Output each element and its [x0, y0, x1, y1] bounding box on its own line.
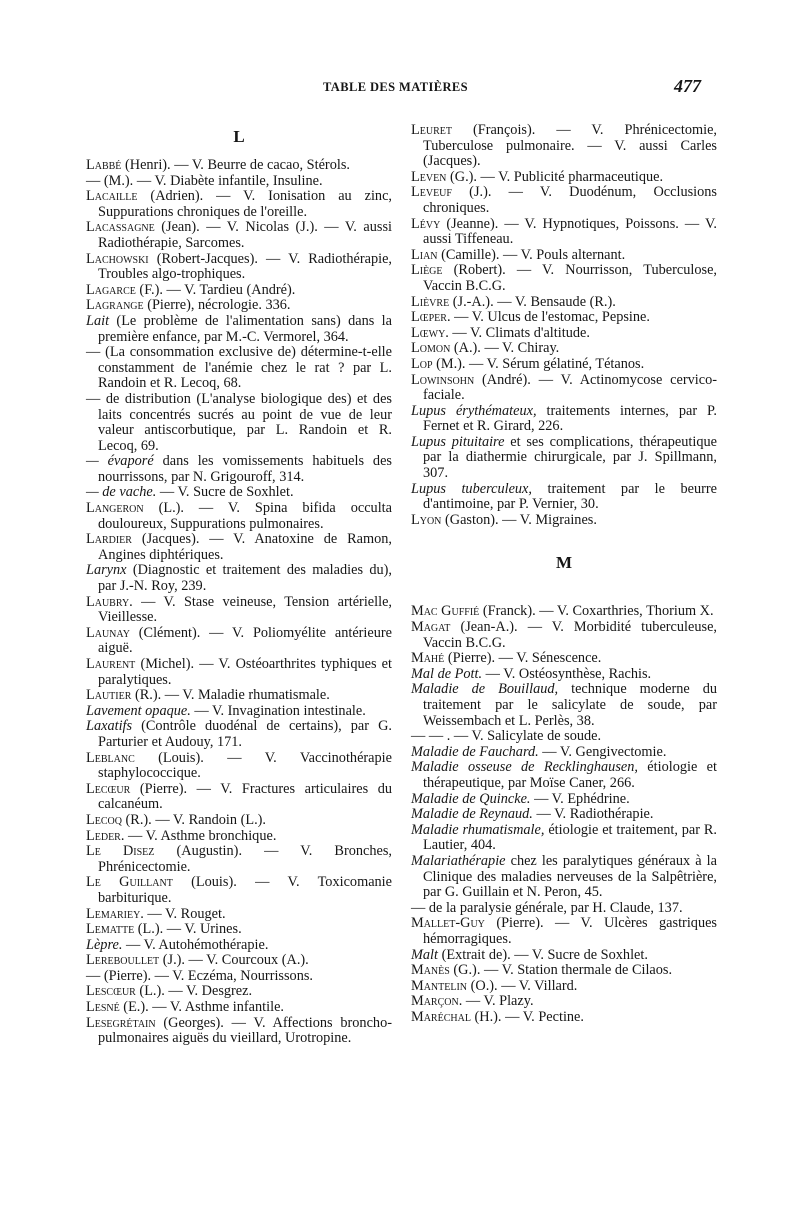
- subject-heading: Malt: [411, 946, 439, 963]
- entry-text: chez les paralytiques généraux à la Clinique des maladies nerveuses de la Salpêtrière, par G. Guillain et N. Peron, 45.: [423, 852, 721, 901]
- subject-heading: — évaporé: [86, 453, 154, 470]
- author-name: Lescœur: [86, 983, 136, 1000]
- running-title: TABLE DES MATIÈRES: [323, 80, 468, 94]
- entry-text: étiologie et traitement, par R. Lautier, 404.: [423, 821, 721, 854]
- entry-text: — (M.). — V. Diabète infantile, Insuline.: [86, 172, 323, 189]
- entry-text: — V. Radiothérapie.: [532, 806, 654, 823]
- entry-text: (A.). — V. Chiray.: [450, 340, 560, 357]
- entry-text: (Gaston). — V. Migraines.: [441, 511, 597, 528]
- entry-text: (F.). — V. Tardieu (André).: [135, 281, 296, 298]
- index-l-continued: [411, 122, 721, 528]
- author-name: Lemariey.: [86, 905, 144, 922]
- index-entry: [411, 215, 721, 248]
- index-entry: [86, 718, 396, 750]
- index-column-right: [411, 122, 721, 1025]
- author-name: Lacassagne: [86, 219, 155, 236]
- subject-heading: Lupus pituitaire: [411, 433, 505, 450]
- index-entry: [86, 158, 392, 174]
- entry-text: et ses complications, thérapeutique par la diathermie chirurgicale, par J. Spillmann, 307.: [423, 433, 721, 482]
- index-entry: [411, 745, 717, 761]
- index-entry: [411, 480, 721, 513]
- entry-text: (E.). — V. Asthme infantile.: [119, 999, 285, 1016]
- index-entry: [411, 963, 717, 979]
- entry-text: — V. Stase veineuse, Tension artérielle, Vieillesse.: [98, 593, 396, 626]
- index-entry: [86, 688, 392, 704]
- index-entry: [411, 651, 717, 667]
- index-m-entries: [411, 603, 721, 1025]
- entry-text: (Louis). — V. Vaccinothérapie staphylococcique.: [98, 749, 396, 782]
- author-name: Mallet-Guy: [411, 915, 485, 932]
- author-name: Mantelin: [411, 977, 468, 994]
- entry-text: (Jean). — V. Nicolas (J.). — V. aussi Radiothérapie, Sarcomes.: [98, 219, 396, 251]
- entry-text: — V. Sucre de Soxhlet.: [156, 484, 294, 501]
- index-entry: [411, 262, 721, 294]
- entry-text: — (La consommation exclusive de) détermine-t-elle constamment de l'anémie chez le rat ? par L. Randoin et R. Lecoq, 68.: [86, 344, 396, 392]
- entry-text: (Augustin). — V. Bronches, Phrénicectomie.: [98, 843, 396, 875]
- index-entry: [411, 373, 717, 404]
- index-entry: [411, 979, 717, 995]
- index-entry: [86, 531, 395, 563]
- subject-heading: Lait: [86, 312, 110, 329]
- index-entry: [86, 453, 396, 485]
- entry-text: (G.). — V. Publicité pharmaceutique.: [446, 168, 664, 185]
- entry-text: étiologie et thérapeutique, par Moïse Caner, 266.: [423, 759, 721, 791]
- index-entry: [411, 667, 717, 683]
- subject-heading: Mal de Pott.: [411, 665, 483, 682]
- entry-text: (Clément). — V. Poliomyélite antérieure aiguë.: [98, 624, 396, 657]
- author-name: Leven: [411, 168, 447, 185]
- author-name: Le Guillant: [86, 874, 173, 891]
- author-name: Laurent: [86, 656, 136, 672]
- author-name: Lardier: [86, 531, 132, 548]
- author-name: Lièvre: [411, 293, 450, 310]
- author-name: Liège: [411, 262, 443, 279]
- entry-text: — — . — V. Salicylate de soude.: [411, 728, 602, 745]
- author-name: Lecoq: [86, 811, 122, 828]
- index-entry: [86, 984, 392, 1000]
- author-name: Lematte: [86, 921, 135, 938]
- subject-heading: Maladie de Fauchard.: [411, 743, 539, 760]
- entry-text: (Pierre), nécrologie. 336.: [143, 297, 291, 314]
- index-entry: [86, 813, 392, 829]
- subject-heading: Larynx: [86, 562, 127, 579]
- index-entry: [86, 969, 392, 985]
- index-entry: [86, 749, 396, 782]
- index-entry: [86, 174, 392, 190]
- entry-text: (Louis). — V. Toxicomanie barbiturique.: [98, 874, 396, 906]
- index-entry: [86, 250, 396, 283]
- entry-text: (Jean-A.). — V. Morbidité tuberculeuse, Vaccin B.C.G.: [423, 619, 721, 651]
- index-entry: [86, 907, 392, 923]
- subject-heading: — de vache.: [86, 484, 157, 501]
- entry-text: — V. Gengivectomie.: [538, 743, 667, 760]
- index-entry: [411, 604, 717, 620]
- entry-text: (L.). — V. Urines.: [134, 921, 242, 938]
- index-entry: [411, 729, 717, 745]
- author-name: Manès: [411, 962, 450, 979]
- index-entry: [411, 402, 721, 435]
- subject-heading: Maladie de Bouillaud,: [411, 681, 559, 698]
- index-entry: [411, 948, 717, 964]
- author-name: Lereboullet: [86, 952, 160, 969]
- index-entry: [411, 1010, 717, 1026]
- entry-text: (Henri). — V. Beurre de cacao, Stérols.: [121, 157, 350, 173]
- entry-text: (Diagnostic et traitement des maladies du), par J.-N. Roy, 239.: [98, 562, 396, 595]
- index-entry: [411, 994, 717, 1010]
- entry-text: (Pierre). — V. Ulcères gastriques hémorragiques.: [423, 915, 721, 947]
- entry-text: (Michel). — V. Ostéoarthrites typhiques et paralytiques.: [98, 656, 396, 688]
- index-entry: [86, 188, 396, 220]
- subject-heading: Malariathérapie: [411, 852, 506, 869]
- index-entry: [411, 807, 717, 823]
- entry-text: (J.-A.). — V. Bensaude (R.).: [449, 293, 616, 310]
- entry-text: (J.). — V. Courcoux (A.).: [159, 952, 309, 969]
- index-entry: [411, 326, 717, 342]
- entry-text: technique moderne du traitement par le salicylate de soude, par Weissembach et L. Perlès, 38.: [423, 681, 721, 729]
- index-entry: [86, 829, 392, 845]
- author-name: Lagrange: [86, 297, 144, 314]
- entry-text: (Georges). — V. Affections broncho-pulmonaires aiguës du vieillard, Urotropine.: [98, 1014, 392, 1047]
- author-name: Maréchal: [411, 1008, 471, 1025]
- subject-heading: Lupus tuberculeux,: [411, 480, 532, 497]
- index-entry: [411, 901, 717, 917]
- index-entry: [411, 792, 717, 808]
- entry-text: — V. Autohémothérapie.: [122, 936, 269, 953]
- author-name: Lachowski: [86, 250, 149, 267]
- index-entry: [86, 312, 396, 345]
- author-name: Lœwy.: [411, 324, 449, 341]
- index-entry: [411, 759, 721, 791]
- index-entry: [86, 874, 396, 906]
- entry-text: — V. Asthme bronchique.: [124, 827, 277, 844]
- index-entry: [411, 433, 721, 482]
- entry-text: (Robert-Jacques). — V. Radiothérapie, Troubles algo-trophiques.: [98, 250, 396, 283]
- section-letter-m: M: [555, 553, 573, 573]
- author-name: Leuret: [411, 122, 452, 138]
- subject-heading: Lupus érythémateux,: [411, 402, 537, 419]
- author-name: Lesné: [86, 999, 120, 1016]
- index-entry: [86, 219, 396, 251]
- subject-heading: Lèpre.: [86, 936, 123, 953]
- entry-text: (R.). — V. Maladie rhumatismale.: [131, 687, 330, 704]
- index-entry: [411, 915, 721, 947]
- entry-text: — V. Plazy.: [462, 993, 534, 1010]
- subject-heading: Maladie osseuse de Recklinghausen,: [411, 759, 638, 776]
- running-header: [0, 78, 800, 102]
- author-name: Mac Guffié: [411, 603, 480, 620]
- index-entry: [411, 184, 721, 216]
- index-entry: [86, 283, 392, 299]
- entry-text: (André). — V. Actinomycose cervico-faciale.: [423, 371, 717, 404]
- index-entry: [86, 390, 396, 454]
- subject-heading: Laxatifs: [86, 718, 133, 735]
- entry-text: traitement par le beurre d'antimoine, par P. Vernier, 30.: [423, 480, 721, 513]
- index-entry: [86, 922, 392, 938]
- index-entry: [411, 513, 717, 529]
- index-entry: [411, 681, 721, 729]
- author-name: Lyon: [411, 511, 442, 528]
- author-name: Leblanc: [86, 749, 135, 766]
- entry-text: — V. Ephédrine.: [530, 790, 630, 807]
- author-name: Leveuf: [411, 184, 452, 201]
- entry-text: (François). — V. Phrénicectomie, Tuberculose pulmonaire. — V. aussi Carles (Jacques).: [423, 122, 721, 170]
- entry-text: — de la paralysie générale, par H. Claude, 137.: [411, 899, 683, 916]
- index-entry: [86, 344, 396, 392]
- index-entry: [86, 1016, 392, 1047]
- index-entry: [86, 500, 396, 532]
- subject-heading: Lavement opaque.: [86, 702, 191, 719]
- index-entry: [411, 341, 717, 357]
- entry-text: (Franck). — V. Coxarthries, Thorium X.: [479, 603, 714, 620]
- page-number: 477: [674, 76, 701, 96]
- entry-text: (M.). — V. Sérum gélatiné, Tétanos.: [432, 355, 645, 372]
- entry-text: (Contrôle duodénal de certains), par G. Parturier et Audouy, 171.: [98, 718, 396, 750]
- author-name: Lœper.: [411, 309, 451, 326]
- author-name: Labbé: [86, 157, 122, 173]
- index-entry: [411, 122, 721, 170]
- index-entry: [86, 593, 396, 626]
- author-name: Lecœur: [86, 780, 131, 797]
- subject-heading: Maladie de Reynaud.: [411, 806, 533, 823]
- author-name: Marçon.: [411, 993, 463, 1010]
- index-entry: [411, 821, 721, 854]
- entry-text: — de distribution (L'analyse biologique des) et des laits concentrés sucrés au point de vue de leur valeur antiscorbutique, par L. Randoin et R. Lecoq, 69.: [86, 390, 396, 454]
- entry-text: (Le problème de l'alimentation sans) dans la première enfance, par M.-C. Vermorel, 364.: [98, 312, 396, 345]
- entry-text: — (Pierre). — V. Eczéma, Nourrissons.: [86, 967, 313, 984]
- index-entry: [86, 843, 396, 875]
- entry-text: (G.). — V. Station thermale de Cilaos.: [449, 962, 673, 979]
- author-name: Launay: [86, 624, 130, 641]
- index-entry: [86, 298, 392, 314]
- author-name: Lévy: [411, 215, 441, 232]
- entry-text: (H.). — V. Pectine.: [470, 1008, 584, 1025]
- index-entry: [86, 624, 396, 657]
- entry-text: (Pierre). — V. Fractures articulaires du calcanéum.: [98, 780, 396, 813]
- author-name: Lop: [411, 355, 433, 372]
- index-column-left: [86, 122, 396, 1047]
- author-name: Lesegrétain: [86, 1014, 156, 1031]
- index-entry: [411, 852, 721, 901]
- index-entry: [411, 310, 717, 326]
- index-entry: [411, 248, 717, 264]
- entry-text: (Jeanne). — V. Hypnotiques, Poissons. — V. aussi Tiffeneau.: [423, 215, 721, 248]
- entry-text: (J.). — V. Duodénum, Occlusions chroniques.: [423, 184, 721, 216]
- entry-text: — V. Ulcus de l'estomac, Pepsine.: [450, 309, 650, 326]
- subject-heading: Maladie rhumatismale,: [411, 821, 545, 838]
- entry-text: (L.). — V. Desgrez.: [135, 983, 253, 1000]
- author-name: Lian: [411, 246, 438, 263]
- entry-text: traitements internes, par P. Fernet et R. Girard, 226.: [423, 402, 721, 435]
- index-entry: [86, 704, 392, 720]
- entry-text: — V. Rouget.: [143, 905, 226, 922]
- entry-text: — V. Ostéosynthèse, Rachis.: [482, 665, 652, 682]
- author-name: Lautier: [86, 687, 132, 704]
- entry-text: (R.). — V. Randoin (L.).: [121, 811, 266, 828]
- author-name: Langeron: [86, 500, 144, 517]
- author-name: Lowinsohn: [411, 371, 475, 388]
- author-name: Mahé: [411, 650, 445, 667]
- index-entry: [86, 780, 396, 813]
- index-entry: [411, 357, 717, 373]
- author-name: Le Disez: [86, 843, 155, 860]
- author-name: Lagarce: [86, 281, 136, 298]
- index-entry: [411, 295, 717, 311]
- author-name: Leder.: [86, 827, 125, 844]
- subject-heading: Maladie de Quincke.: [411, 790, 531, 807]
- index-entry: [411, 170, 717, 186]
- section-letter-l: L: [233, 127, 245, 146]
- entry-text: (Robert). — V. Nourrisson, Tuberculose, Vaccin B.C.G.: [423, 262, 721, 294]
- entry-text: dans les vomissements habituels des nourrissons, par N. Grigouroff, 314.: [98, 453, 396, 485]
- entry-text: (L.). — V. Spina bifida occulta douloureux, Suppurations pulmonaires.: [98, 500, 396, 532]
- index-entry: [86, 1000, 392, 1016]
- entry-text: (Adrien). — V. Ionisation au zinc, Suppurations chroniques de l'oreille.: [98, 188, 396, 220]
- author-name: Lomon: [411, 340, 451, 357]
- entry-text: (Jacques). — V. Anatoxine de Ramon, Angines diphtériques.: [98, 531, 395, 563]
- index-entry: [411, 619, 721, 651]
- index-entry: [86, 938, 392, 954]
- entry-text: — V. Climats d'altitude.: [448, 324, 590, 341]
- entry-text: (Extrait de). — V. Sucre de Soxhlet.: [438, 946, 648, 963]
- index-entry: [86, 953, 392, 969]
- entry-text: (Pierre). — V. Sénescence.: [444, 650, 602, 667]
- author-name: Laubry.: [86, 593, 133, 610]
- index-entry: [86, 562, 396, 595]
- entry-text: — V. Invagination intestinale.: [190, 702, 366, 719]
- author-name: Lacaille: [86, 188, 138, 205]
- index-entry: [86, 656, 396, 688]
- author-name: Magat: [411, 619, 451, 636]
- entry-text: (O.). — V. Villard.: [467, 977, 578, 994]
- index-entry: [86, 485, 392, 501]
- entry-text: (Camille). — V. Pouls alternant.: [437, 246, 626, 263]
